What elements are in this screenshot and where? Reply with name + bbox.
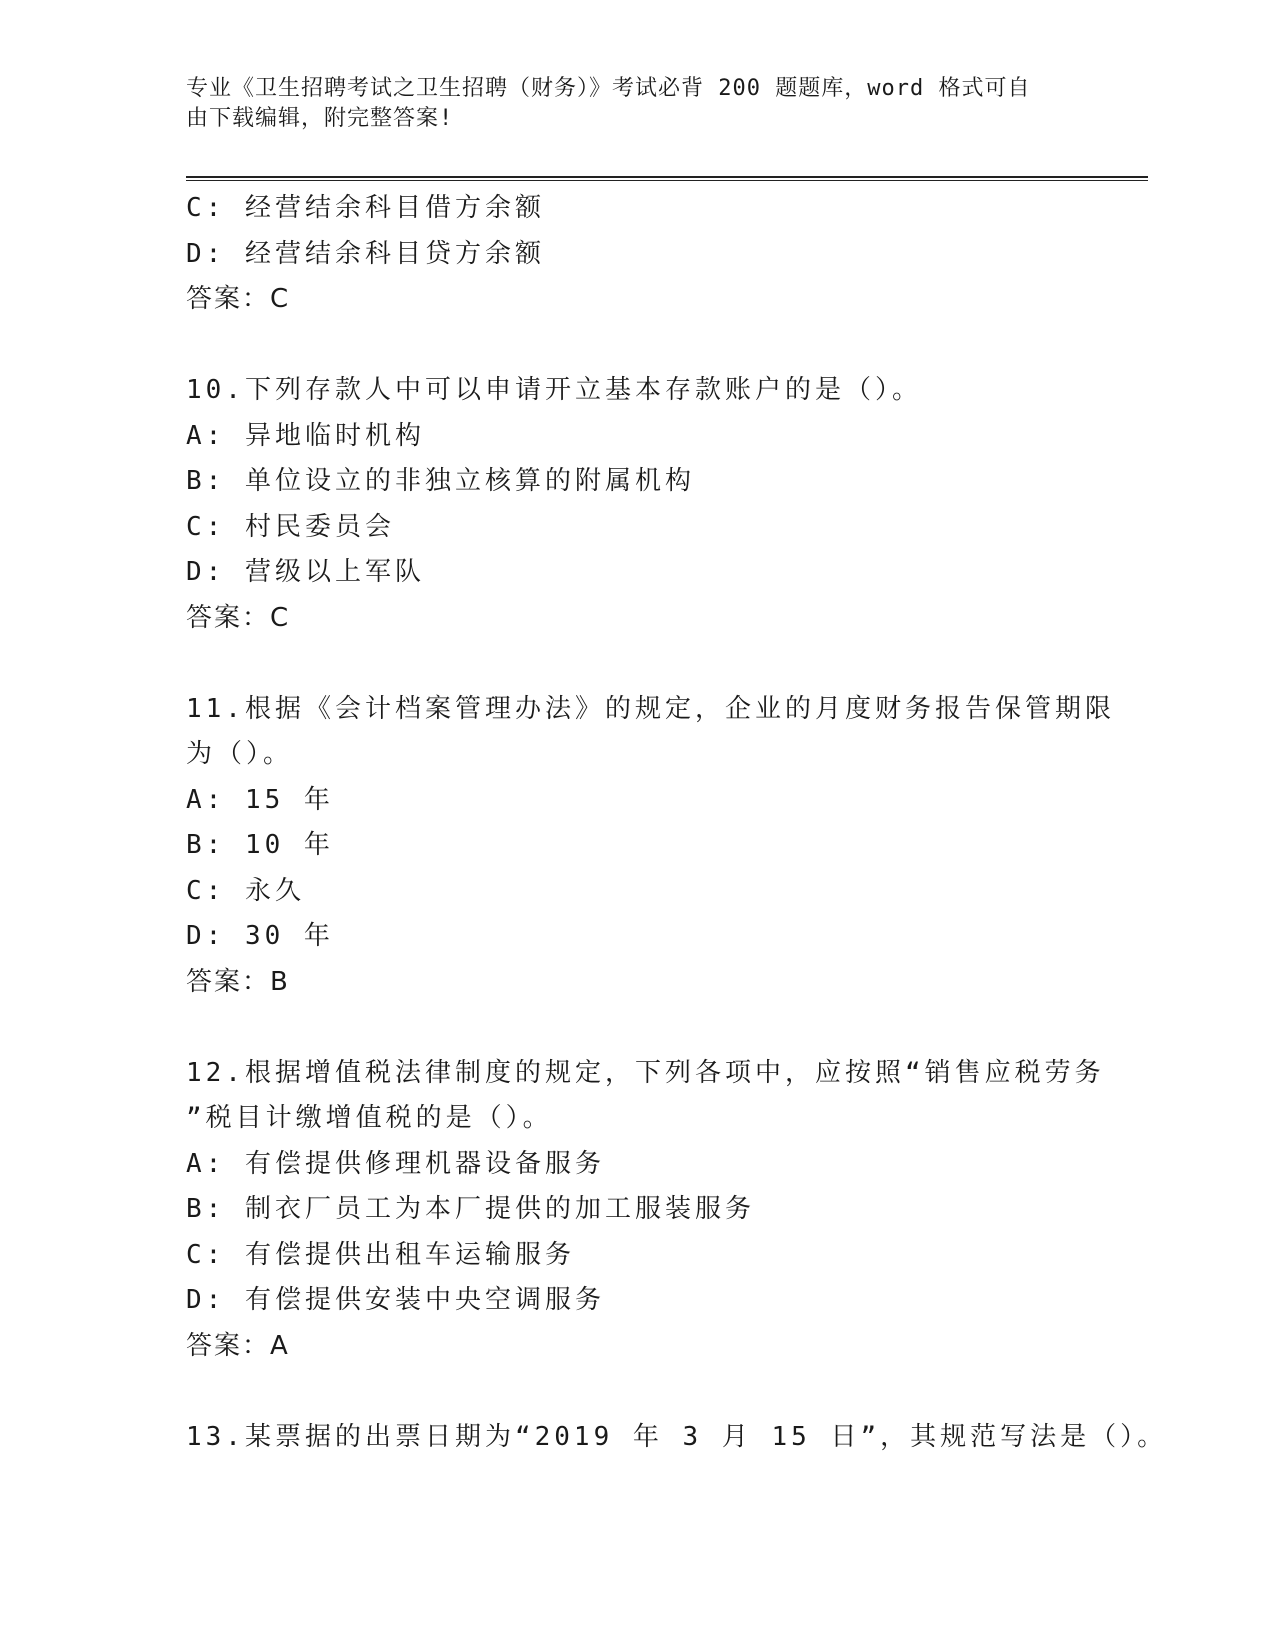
q11-stem-line-2: 为（）。	[186, 739, 294, 769]
spacer	[186, 1005, 1086, 1051]
q10-option-c: C: 村民委员会	[186, 511, 395, 542]
q10-option-a: A: 异地临时机构	[186, 420, 425, 451]
q10-answer: 答案：C	[186, 602, 291, 633]
q10-option-d: D: 营级以上军队	[186, 557, 425, 587]
header-line-2: 由下载编辑，附完整答案!	[186, 106, 454, 131]
q9-option-d: D: 经营结余科目贷方余额	[186, 238, 545, 269]
q12-option-c: C: 有偿提供出租车运输服务	[186, 1239, 575, 1270]
q12-answer: 答案：A	[186, 1330, 290, 1361]
question-list	[186, 186, 1168, 1460]
q9-option-c: C: 经营结余科目借方余额	[186, 193, 545, 223]
document-header	[186, 74, 1066, 134]
q11-answer: 答案：B	[186, 966, 290, 997]
q13-stem: 13.某票据的出票日期为“2019 年 3 月 15 日”，其规范写法是（）。	[186, 1421, 1168, 1452]
q12-option-b: B: 制衣厂员工为本厂提供的加工服装服务	[186, 1194, 755, 1224]
header-divider	[186, 176, 1148, 181]
header-line-1: 专业《卫生招聘考试之卫生招聘（财务）》考试必背 200 题题库，word 格式可自	[186, 76, 1031, 101]
q11-option-c: C: 永久	[186, 875, 305, 906]
q12-option-d: D: 有偿提供安装中央空调服务	[186, 1285, 605, 1315]
q10-stem: 10.下列存款人中可以申请开立基本存款账户的是（）。	[186, 375, 922, 405]
spacer	[186, 323, 1086, 369]
q11-stem-line-1: 11.根据《会计档案管理办法》的规定，企业的月度财务报告保管期限	[186, 693, 1115, 724]
q12-stem-line-2: ”税目计缴增值税的是（）。	[186, 1103, 553, 1133]
spacer	[186, 1369, 1086, 1415]
q9-answer: 答案：C	[186, 284, 291, 314]
spacer	[186, 641, 1086, 687]
q10-option-b: B: 单位设立的非独立核算的附属机构	[186, 466, 695, 496]
q12-stem-line-1: 12.根据增值税法律制度的规定，下列各项中，应按照“销售应税劳务	[186, 1057, 1105, 1088]
q11-option-a: A: 15 年	[186, 784, 334, 815]
q11-option-d: D: 30 年	[186, 921, 334, 951]
q11-option-b: B: 10 年	[186, 830, 334, 860]
q12-option-a: A: 有偿提供修理机器设备服务	[186, 1148, 605, 1179]
